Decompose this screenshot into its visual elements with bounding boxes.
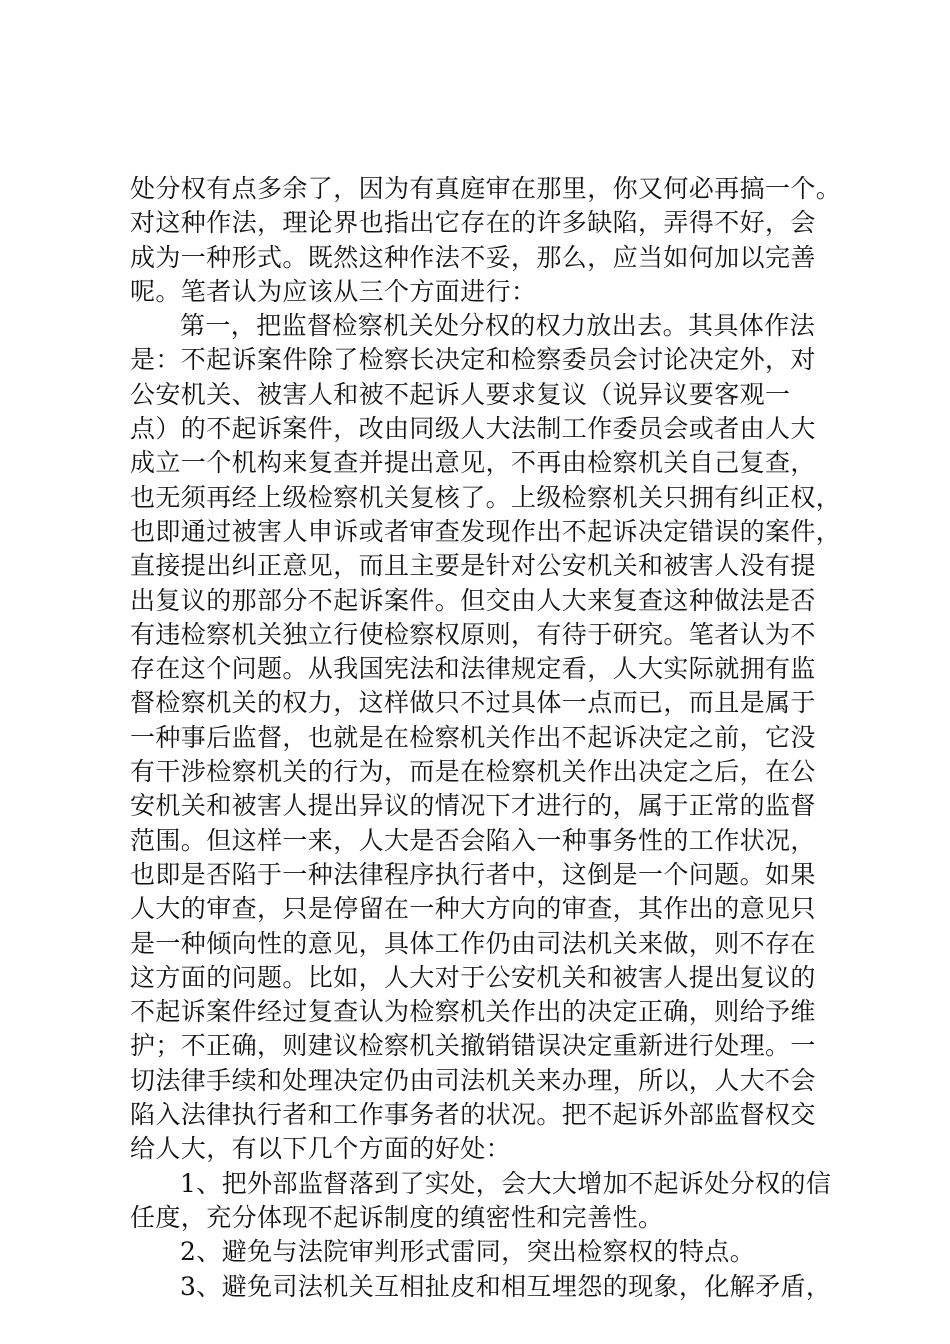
text-line: 直接提出纠正意见，而且主要是针对公安机关和被害人没有提 bbox=[130, 551, 816, 581]
text-line: 有干涉检察机关的行为，而是在检察机关作出决定之后，在公 bbox=[130, 757, 816, 787]
text-line: 出复议的那部分不起诉案件。但交由人大来复查这种做法是否 bbox=[130, 585, 816, 615]
text-line: 这方面的问题。比如，人大对于公安机关和被害人提出复议的 bbox=[130, 962, 816, 992]
text-line: 1、把外部监督落到了实处，会大大增加不起诉处分权的信 bbox=[180, 1168, 832, 1198]
text-line: 处分权有点多余了，因为有真庭审在那里，你又何必再搞一个。 bbox=[130, 174, 842, 203]
text-line: 不起诉案件经过复查认为检察机关作出的决定正确，则给予维 bbox=[130, 997, 816, 1027]
text-line: 也无须再经上级检察机关复核了。上级检察机关只拥有纠正权， bbox=[130, 482, 842, 512]
text-line: 公安机关、被害人和被不起诉人要求复议（说异议要客观一 bbox=[130, 379, 791, 409]
text-line: 也即是否陷于一种法律程序执行者中，这倒是一个问题。如果 bbox=[130, 859, 816, 889]
text-line: 陷入法律执行者和工作事务者的状况。把不起诉外部监督权交 bbox=[130, 1100, 816, 1130]
text-line: 有违检察机关独立行使检察权原则，有待于研究。笔者认为不 bbox=[130, 619, 816, 649]
text-line: 第一，把监督检察机关处分权的权力放出去。其具体作法 bbox=[180, 311, 816, 341]
text-line: 也即通过被害人申诉或者审查发现作出不起诉决定错误的案件， bbox=[130, 516, 842, 546]
text-line: 任度，充分体现不起诉制度的缜密性和完善性。 bbox=[130, 1202, 664, 1232]
text-line: 成立一个机构来复查并提出意见，不再由检察机关自己复查， bbox=[130, 448, 816, 478]
text-line: 成为一种形式。既然这种作法不妥，那么，应当如何加以完善 bbox=[130, 242, 816, 272]
text-line: 范围。但这样一来，人大是否会陷入一种事务性的工作状况， bbox=[130, 825, 816, 855]
text-line: 对这种作法，理论界也指出它存在的许多缺陷，弄得不好，会 bbox=[130, 208, 816, 238]
text-line: 督检察机关的权力，这样做只不过具体一点而已，而且是属于 bbox=[130, 688, 816, 718]
text-line: 安机关和被害人提出异议的情况下才进行的，属于正常的监督 bbox=[130, 791, 816, 821]
text-line: 存在这个问题。从我国宪法和法律规定看，人大实际就拥有监 bbox=[130, 654, 816, 684]
text-line: 一种事后监督，也就是在检察机关作出不起诉决定之前，它没 bbox=[130, 722, 816, 752]
text-line: 3、避免司法机关互相扯皮和相互埋怨的现象，化解矛盾， bbox=[180, 1271, 832, 1301]
text-line: 2、避免与法院审判形式雷同，突出检察权的特点。 bbox=[180, 1237, 756, 1267]
text-line: 点）的不起诉案件，改由同级人大法制工作委员会或者由人大 bbox=[130, 414, 816, 444]
text-line: 呢。笔者认为应该从三个方面进行： bbox=[130, 276, 537, 306]
text-line: 是一种倾向性的意见，具体工作仍由司法机关来做，则不存在 bbox=[130, 928, 816, 958]
text-line: 切法律手续和处理决定仍由司法机关来办理，所以，人大不会 bbox=[130, 1065, 816, 1095]
document-body-text bbox=[130, 172, 842, 1304]
text-line: 给人大，有以下几个方面的好处： bbox=[130, 1134, 512, 1164]
text-line: 是：不起诉案件除了检察长决定和检察委员会讨论决定外，对 bbox=[130, 345, 816, 375]
text-line: 人大的审查，只是停留在一种大方向的审查，其作出的意见只 bbox=[130, 894, 816, 924]
text-line: 护；不正确，则建议检察机关撤销错误决定重新进行处理。一 bbox=[130, 1031, 816, 1061]
